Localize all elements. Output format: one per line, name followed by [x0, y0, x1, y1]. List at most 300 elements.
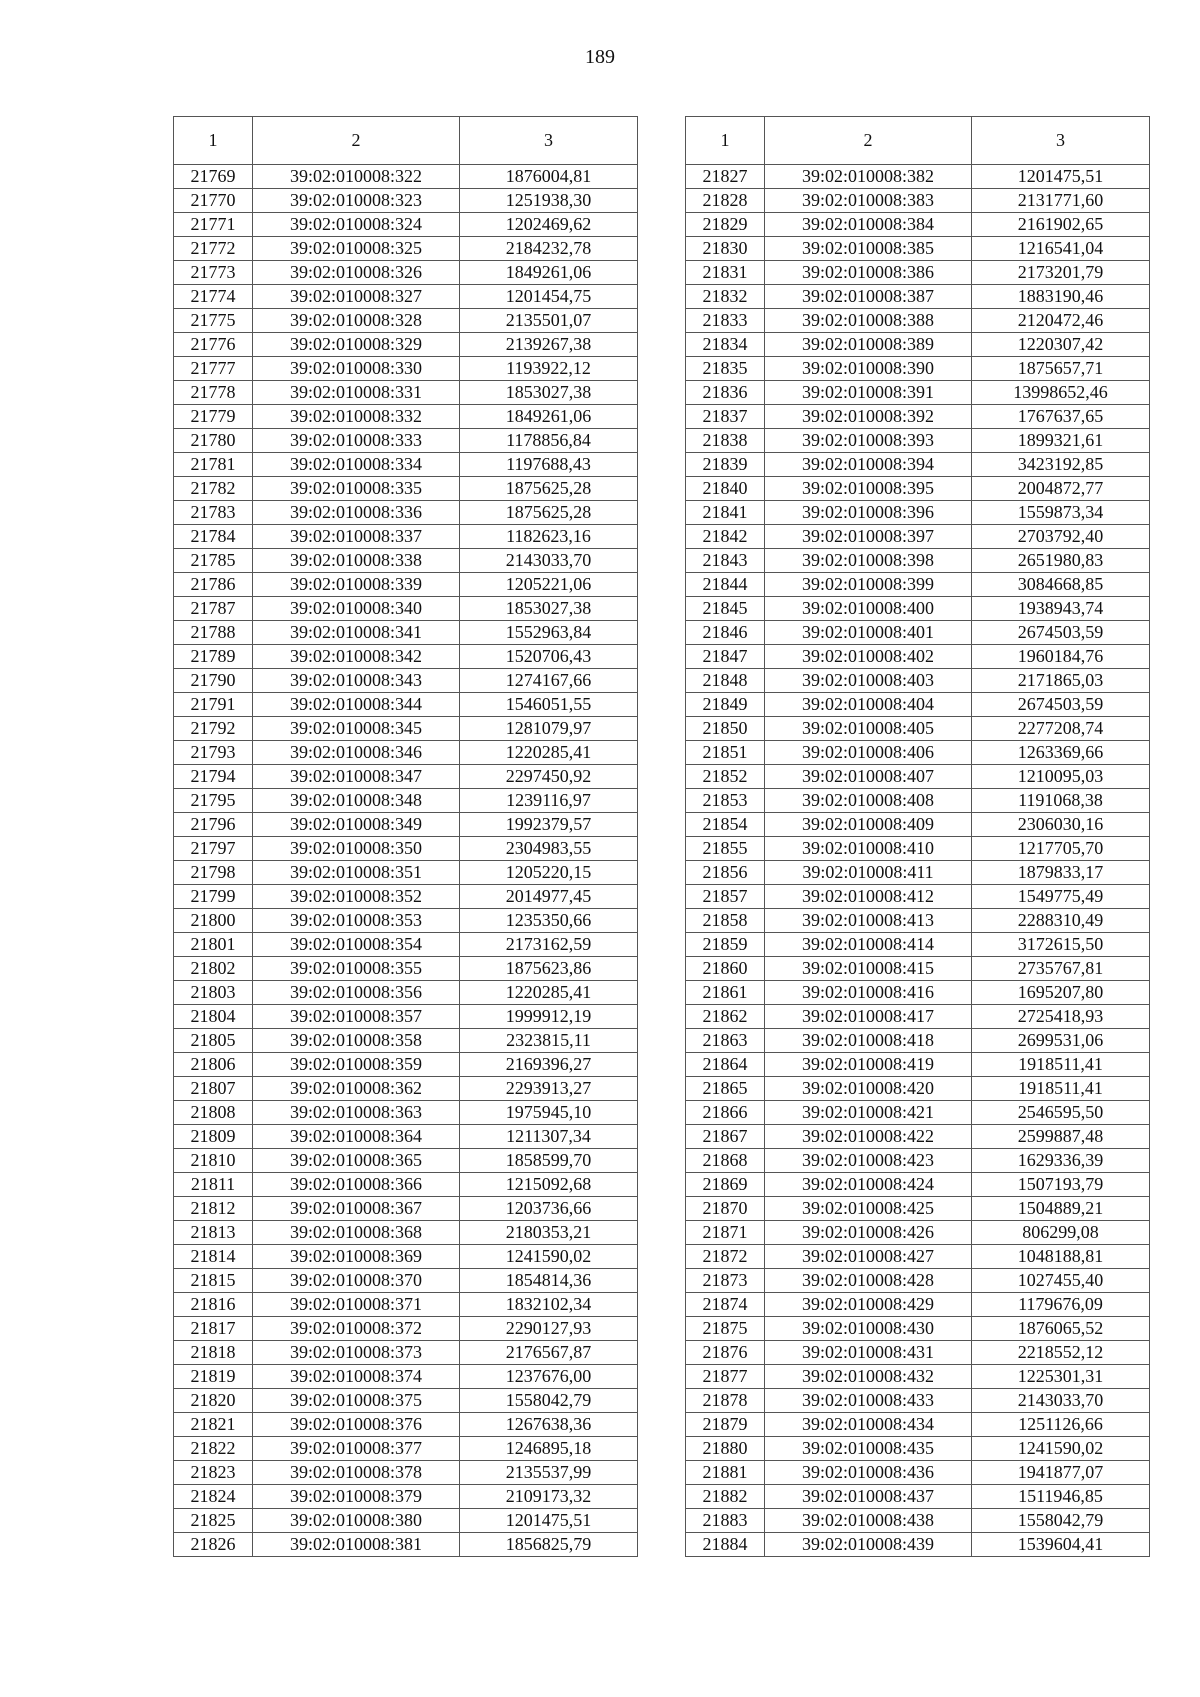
row-number-cell: 21798: [174, 861, 253, 885]
row-number-cell: 21842: [686, 525, 765, 549]
row-number-cell: 21850: [686, 717, 765, 741]
cadastral-number-cell: 39:02:010008:343: [253, 669, 460, 693]
cadastral-number-cell: 39:02:010008:348: [253, 789, 460, 813]
table-row: [174, 1461, 638, 1485]
cadastral-number-cell: 39:02:010008:349: [253, 813, 460, 837]
value-cell: 2161902,65: [972, 213, 1150, 237]
table-row: [174, 1125, 638, 1149]
row-number-cell: 21804: [174, 1005, 253, 1029]
row-number-cell: 21819: [174, 1365, 253, 1389]
row-number-cell: 21876: [686, 1341, 765, 1365]
value-cell: 2173201,79: [972, 261, 1150, 285]
value-cell: 1832102,34: [460, 1293, 638, 1317]
cadastral-number-cell: 39:02:010008:380: [253, 1509, 460, 1533]
table-row: [686, 1077, 1150, 1101]
cadastral-number-cell: 39:02:010008:432: [765, 1365, 972, 1389]
table-row: [686, 1269, 1150, 1293]
cadastral-number-cell: 39:02:010008:352: [253, 885, 460, 909]
table-row: [686, 789, 1150, 813]
cadastral-number-cell: 39:02:010008:334: [253, 453, 460, 477]
value-cell: 2290127,93: [460, 1317, 638, 1341]
cadastral-number-cell: 39:02:010008:358: [253, 1029, 460, 1053]
table-row: [686, 597, 1150, 621]
row-number-cell: 21878: [686, 1389, 765, 1413]
table-row: [174, 237, 638, 261]
cadastral-number-cell: 39:02:010008:329: [253, 333, 460, 357]
cadastral-number-cell: 39:02:010008:402: [765, 645, 972, 669]
table-header-row: [174, 117, 638, 165]
cadastral-number-cell: 39:02:010008:417: [765, 1005, 972, 1029]
cadastral-number-cell: 39:02:010008:365: [253, 1149, 460, 1173]
cadastral-number-cell: 39:02:010008:323: [253, 189, 460, 213]
table-row: [174, 693, 638, 717]
value-cell: 1197688,43: [460, 453, 638, 477]
value-cell: 2674503,59: [972, 693, 1150, 717]
row-number-cell: 21822: [174, 1437, 253, 1461]
row-number-cell: 21796: [174, 813, 253, 837]
table-row: [174, 1053, 638, 1077]
value-cell: 2184232,78: [460, 237, 638, 261]
row-number-cell: 21872: [686, 1245, 765, 1269]
column-header-2: 2: [765, 117, 972, 165]
value-cell: 2176567,87: [460, 1341, 638, 1365]
table-row: [686, 1341, 1150, 1365]
table-row: [174, 1149, 638, 1173]
table-row: [686, 669, 1150, 693]
cadastral-number-cell: 39:02:010008:383: [765, 189, 972, 213]
table-row: [686, 285, 1150, 309]
value-cell: 1191068,38: [972, 789, 1150, 813]
row-number-cell: 21832: [686, 285, 765, 309]
value-cell: 1960184,76: [972, 645, 1150, 669]
cadastral-number-cell: 39:02:010008:363: [253, 1101, 460, 1125]
row-number-cell: 21800: [174, 909, 253, 933]
cadastral-number-cell: 39:02:010008:336: [253, 501, 460, 525]
cadastral-number-cell: 39:02:010008:345: [253, 717, 460, 741]
row-number-cell: 21771: [174, 213, 253, 237]
table-row: [174, 477, 638, 501]
table-row: [686, 1413, 1150, 1437]
row-number-cell: 21799: [174, 885, 253, 909]
row-number-cell: 21863: [686, 1029, 765, 1053]
cadastral-number-cell: 39:02:010008:395: [765, 477, 972, 501]
cadastral-number-cell: 39:02:010008:435: [765, 1437, 972, 1461]
row-number-cell: 21873: [686, 1269, 765, 1293]
row-number-cell: 21881: [686, 1461, 765, 1485]
value-cell: 1215092,68: [460, 1173, 638, 1197]
cadastral-number-cell: 39:02:010008:409: [765, 813, 972, 837]
value-cell: 1975945,10: [460, 1101, 638, 1125]
value-cell: 3423192,85: [972, 453, 1150, 477]
table-row: [686, 1317, 1150, 1341]
column-header-2: 2: [253, 117, 460, 165]
value-cell: 1938943,74: [972, 597, 1150, 621]
cadastral-number-cell: 39:02:010008:350: [253, 837, 460, 861]
table-row: [174, 1413, 638, 1437]
table-row: [686, 237, 1150, 261]
row-number-cell: 21815: [174, 1269, 253, 1293]
row-number-cell: 21817: [174, 1317, 253, 1341]
row-number-cell: 21856: [686, 861, 765, 885]
page-number: 189: [585, 46, 615, 68]
cadastral-number-cell: 39:02:010008:387: [765, 285, 972, 309]
value-cell: 1027455,40: [972, 1269, 1150, 1293]
row-number-cell: 21860: [686, 957, 765, 981]
value-cell: 2171865,03: [972, 669, 1150, 693]
row-number-cell: 21840: [686, 477, 765, 501]
table-row: [686, 933, 1150, 957]
table-row: [686, 645, 1150, 669]
table-row: [686, 1005, 1150, 1029]
cadastral-number-cell: 39:02:010008:437: [765, 1485, 972, 1509]
table-row: [174, 1197, 638, 1221]
cadastral-number-cell: 39:02:010008:431: [765, 1341, 972, 1365]
cadastral-number-cell: 39:02:010008:332: [253, 405, 460, 429]
row-number-cell: 21793: [174, 741, 253, 765]
row-number-cell: 21880: [686, 1437, 765, 1461]
value-cell: 2651980,83: [972, 549, 1150, 573]
value-cell: 1220285,41: [460, 981, 638, 1005]
row-number-cell: 21821: [174, 1413, 253, 1437]
table-row: [174, 1005, 638, 1029]
table-row: [686, 957, 1150, 981]
table-row: [174, 1269, 638, 1293]
value-cell: 1992379,57: [460, 813, 638, 837]
value-cell: 2703792,40: [972, 525, 1150, 549]
value-cell: 13998652,46: [972, 381, 1150, 405]
table-row: [686, 621, 1150, 645]
value-cell: 1217705,70: [972, 837, 1150, 861]
value-cell: 1854814,36: [460, 1269, 638, 1293]
value-cell: 3172615,50: [972, 933, 1150, 957]
row-number-cell: 21802: [174, 957, 253, 981]
cadastral-number-cell: 39:02:010008:346: [253, 741, 460, 765]
row-number-cell: 21854: [686, 813, 765, 837]
table-row: [686, 429, 1150, 453]
cadastral-number-cell: 39:02:010008:415: [765, 957, 972, 981]
table-row: [174, 405, 638, 429]
table-row: [174, 645, 638, 669]
row-number-cell: 21848: [686, 669, 765, 693]
row-number-cell: 21814: [174, 1245, 253, 1269]
row-number-cell: 21775: [174, 309, 253, 333]
value-cell: 1237676,00: [460, 1365, 638, 1389]
cadastral-number-cell: 39:02:010008:341: [253, 621, 460, 645]
value-cell: 1205221,06: [460, 573, 638, 597]
value-cell: 1918511,41: [972, 1077, 1150, 1101]
row-number-cell: 21843: [686, 549, 765, 573]
row-number-cell: 21785: [174, 549, 253, 573]
table-row: [174, 1245, 638, 1269]
cadastral-number-cell: 39:02:010008:328: [253, 309, 460, 333]
row-number-cell: 21828: [686, 189, 765, 213]
value-cell: 2135501,07: [460, 309, 638, 333]
value-cell: 2169396,27: [460, 1053, 638, 1077]
value-cell: 1220307,42: [972, 333, 1150, 357]
table-row: [174, 813, 638, 837]
row-number-cell: 21786: [174, 573, 253, 597]
table-row: [686, 1101, 1150, 1125]
table-row: [174, 885, 638, 909]
cadastral-number-cell: 39:02:010008:330: [253, 357, 460, 381]
value-cell: 1899321,61: [972, 429, 1150, 453]
row-number-cell: 21774: [174, 285, 253, 309]
row-number-cell: 21810: [174, 1149, 253, 1173]
value-cell: 2173162,59: [460, 933, 638, 957]
cadastral-number-cell: 39:02:010008:369: [253, 1245, 460, 1269]
value-cell: 2725418,93: [972, 1005, 1150, 1029]
value-cell: 1558042,79: [460, 1389, 638, 1413]
table-row: [686, 1461, 1150, 1485]
value-cell: 1941877,07: [972, 1461, 1150, 1485]
table-row: [686, 717, 1150, 741]
value-cell: 1858599,70: [460, 1149, 638, 1173]
cadastral-number-cell: 39:02:010008:338: [253, 549, 460, 573]
value-cell: 1178856,84: [460, 429, 638, 453]
value-cell: 1201475,51: [972, 165, 1150, 189]
cadastral-number-cell: 39:02:010008:326: [253, 261, 460, 285]
row-number-cell: 21857: [686, 885, 765, 909]
row-number-cell: 21780: [174, 429, 253, 453]
cadastral-number-cell: 39:02:010008:375: [253, 1389, 460, 1413]
table-row: [174, 1293, 638, 1317]
table-row: [174, 429, 638, 453]
row-number-cell: 21770: [174, 189, 253, 213]
row-number-cell: 21826: [174, 1533, 253, 1557]
table-row: [174, 1221, 638, 1245]
value-cell: 2323815,11: [460, 1029, 638, 1053]
row-number-cell: 21858: [686, 909, 765, 933]
cadastral-number-cell: 39:02:010008:396: [765, 501, 972, 525]
cadastral-number-cell: 39:02:010008:422: [765, 1125, 972, 1149]
row-number-cell: 21801: [174, 933, 253, 957]
row-number-cell: 21803: [174, 981, 253, 1005]
table-row: [686, 1197, 1150, 1221]
cadastral-number-cell: 39:02:010008:399: [765, 573, 972, 597]
table-row: [174, 1101, 638, 1125]
row-number-cell: 21836: [686, 381, 765, 405]
value-cell: 2109173,32: [460, 1485, 638, 1509]
value-cell: 2735767,81: [972, 957, 1150, 981]
row-number-cell: 21820: [174, 1389, 253, 1413]
row-number-cell: 21879: [686, 1413, 765, 1437]
value-cell: 2674503,59: [972, 621, 1150, 645]
value-cell: 1767637,65: [972, 405, 1150, 429]
row-number-cell: 21825: [174, 1509, 253, 1533]
value-cell: 2218552,12: [972, 1341, 1150, 1365]
cadastral-number-cell: 39:02:010008:392: [765, 405, 972, 429]
row-number-cell: 21769: [174, 165, 253, 189]
row-number-cell: 21884: [686, 1533, 765, 1557]
value-cell: 1849261,06: [460, 261, 638, 285]
cadastral-number-cell: 39:02:010008:367: [253, 1197, 460, 1221]
cadastral-number-cell: 39:02:010008:405: [765, 717, 972, 741]
value-cell: 1205220,15: [460, 861, 638, 885]
cadastral-number-cell: 39:02:010008:366: [253, 1173, 460, 1197]
cadastral-number-cell: 39:02:010008:407: [765, 765, 972, 789]
table-row: [686, 1053, 1150, 1077]
value-cell: 1856825,79: [460, 1533, 638, 1557]
row-number-cell: 21809: [174, 1125, 253, 1149]
value-cell: 1281079,97: [460, 717, 638, 741]
cadastral-number-cell: 39:02:010008:384: [765, 213, 972, 237]
value-cell: 2304983,55: [460, 837, 638, 861]
table-row: [174, 621, 638, 645]
value-cell: 1504889,21: [972, 1197, 1150, 1221]
cadastral-number-cell: 39:02:010008:359: [253, 1053, 460, 1077]
value-cell: 1211307,34: [460, 1125, 638, 1149]
cadastral-number-cell: 39:02:010008:400: [765, 597, 972, 621]
row-number-cell: 21870: [686, 1197, 765, 1221]
table-row: [174, 1437, 638, 1461]
value-cell: 1875657,71: [972, 357, 1150, 381]
value-cell: 1048188,81: [972, 1245, 1150, 1269]
cadastral-number-cell: 39:02:010008:327: [253, 285, 460, 309]
table-row: [686, 1365, 1150, 1389]
row-number-cell: 21830: [686, 237, 765, 261]
table-row: [174, 957, 638, 981]
value-cell: 1853027,38: [460, 381, 638, 405]
cadastral-number-cell: 39:02:010008:377: [253, 1437, 460, 1461]
cadastral-number-cell: 39:02:010008:410: [765, 837, 972, 861]
value-cell: 1193922,12: [460, 357, 638, 381]
cadastral-number-cell: 39:02:010008:374: [253, 1365, 460, 1389]
table-row: [174, 1317, 638, 1341]
value-cell: 1179676,09: [972, 1293, 1150, 1317]
value-cell: 1216541,04: [972, 237, 1150, 261]
cadastral-number-cell: 39:02:010008:397: [765, 525, 972, 549]
row-number-cell: 21831: [686, 261, 765, 285]
row-number-cell: 21812: [174, 1197, 253, 1221]
value-cell: 2135537,99: [460, 1461, 638, 1485]
row-number-cell: 21789: [174, 645, 253, 669]
value-cell: 1875625,28: [460, 477, 638, 501]
value-cell: 1552963,84: [460, 621, 638, 645]
table-row: [686, 1149, 1150, 1173]
table-row: [686, 165, 1150, 189]
value-cell: 1546051,55: [460, 693, 638, 717]
value-cell: 3084668,85: [972, 573, 1150, 597]
value-cell: 1875625,28: [460, 501, 638, 525]
value-cell: 1511946,85: [972, 1485, 1150, 1509]
table-row: [686, 861, 1150, 885]
value-cell: 1251126,66: [972, 1413, 1150, 1437]
cadastral-number-cell: 39:02:010008:427: [765, 1245, 972, 1269]
cadastral-number-cell: 39:02:010008:333: [253, 429, 460, 453]
row-number-cell: 21839: [686, 453, 765, 477]
cadastral-number-cell: 39:02:010008:401: [765, 621, 972, 645]
table-row: [174, 261, 638, 285]
cadastral-number-cell: 39:02:010008:404: [765, 693, 972, 717]
row-number-cell: 21874: [686, 1293, 765, 1317]
table-row: [686, 189, 1150, 213]
table-row: [174, 357, 638, 381]
cadastral-number-cell: 39:02:010008:428: [765, 1269, 972, 1293]
table-row: [174, 909, 638, 933]
table-row: [686, 1509, 1150, 1533]
cadastral-number-cell: 39:02:010008:424: [765, 1173, 972, 1197]
row-number-cell: 21823: [174, 1461, 253, 1485]
table-row: [686, 501, 1150, 525]
value-cell: 1875623,86: [460, 957, 638, 981]
table-row: [686, 381, 1150, 405]
cadastral-number-cell: 39:02:010008:403: [765, 669, 972, 693]
value-cell: 1629336,39: [972, 1149, 1150, 1173]
value-cell: 1883190,46: [972, 285, 1150, 309]
cadastral-number-cell: 39:02:010008:385: [765, 237, 972, 261]
row-number-cell: 21782: [174, 477, 253, 501]
row-number-cell: 21773: [174, 261, 253, 285]
table-row: [686, 549, 1150, 573]
table-row: [174, 789, 638, 813]
column-header-3: 3: [460, 117, 638, 165]
table-row: [686, 1533, 1150, 1557]
table-row: [174, 741, 638, 765]
row-number-cell: 21865: [686, 1077, 765, 1101]
cadastral-number-cell: 39:02:010008:322: [253, 165, 460, 189]
value-cell: 1876004,81: [460, 165, 638, 189]
table-row: [686, 1173, 1150, 1197]
value-cell: 1220285,41: [460, 741, 638, 765]
row-number-cell: 21838: [686, 429, 765, 453]
table-row: [174, 501, 638, 525]
table-row: [686, 981, 1150, 1005]
value-cell: 2277208,74: [972, 717, 1150, 741]
table-row: [174, 1077, 638, 1101]
cadastral-number-cell: 39:02:010008:347: [253, 765, 460, 789]
cadastral-number-cell: 39:02:010008:368: [253, 1221, 460, 1245]
row-number-cell: 21835: [686, 357, 765, 381]
table-row: [174, 381, 638, 405]
value-cell: 2014977,45: [460, 885, 638, 909]
value-cell: 2546595,50: [972, 1101, 1150, 1125]
row-number-cell: 21794: [174, 765, 253, 789]
table-row: [686, 357, 1150, 381]
table-row: [686, 1293, 1150, 1317]
cadastral-number-cell: 39:02:010008:438: [765, 1509, 972, 1533]
row-number-cell: 21837: [686, 405, 765, 429]
table-row: [174, 309, 638, 333]
row-number-cell: 21883: [686, 1509, 765, 1533]
row-number-cell: 21795: [174, 789, 253, 813]
row-number-cell: 21851: [686, 741, 765, 765]
cadastral-number-cell: 39:02:010008:335: [253, 477, 460, 501]
table-row: [686, 573, 1150, 597]
table-row: [686, 693, 1150, 717]
row-number-cell: 21845: [686, 597, 765, 621]
row-number-cell: 21788: [174, 621, 253, 645]
table-row: [686, 309, 1150, 333]
row-number-cell: 21772: [174, 237, 253, 261]
value-cell: 1507193,79: [972, 1173, 1150, 1197]
cadastral-number-cell: 39:02:010008:414: [765, 933, 972, 957]
value-cell: 1849261,06: [460, 405, 638, 429]
row-number-cell: 21791: [174, 693, 253, 717]
cadastral-number-cell: 39:02:010008:389: [765, 333, 972, 357]
table-row: [686, 477, 1150, 501]
table-row: [174, 765, 638, 789]
table-row: [174, 981, 638, 1005]
cadastral-number-cell: 39:02:010008:388: [765, 309, 972, 333]
value-cell: 2180353,21: [460, 1221, 638, 1245]
row-number-cell: 21833: [686, 309, 765, 333]
value-cell: 1263369,66: [972, 741, 1150, 765]
value-cell: 1695207,80: [972, 981, 1150, 1005]
row-number-cell: 21776: [174, 333, 253, 357]
table-row: [686, 453, 1150, 477]
row-number-cell: 21882: [686, 1485, 765, 1509]
cadastral-number-cell: 39:02:010008:418: [765, 1029, 972, 1053]
